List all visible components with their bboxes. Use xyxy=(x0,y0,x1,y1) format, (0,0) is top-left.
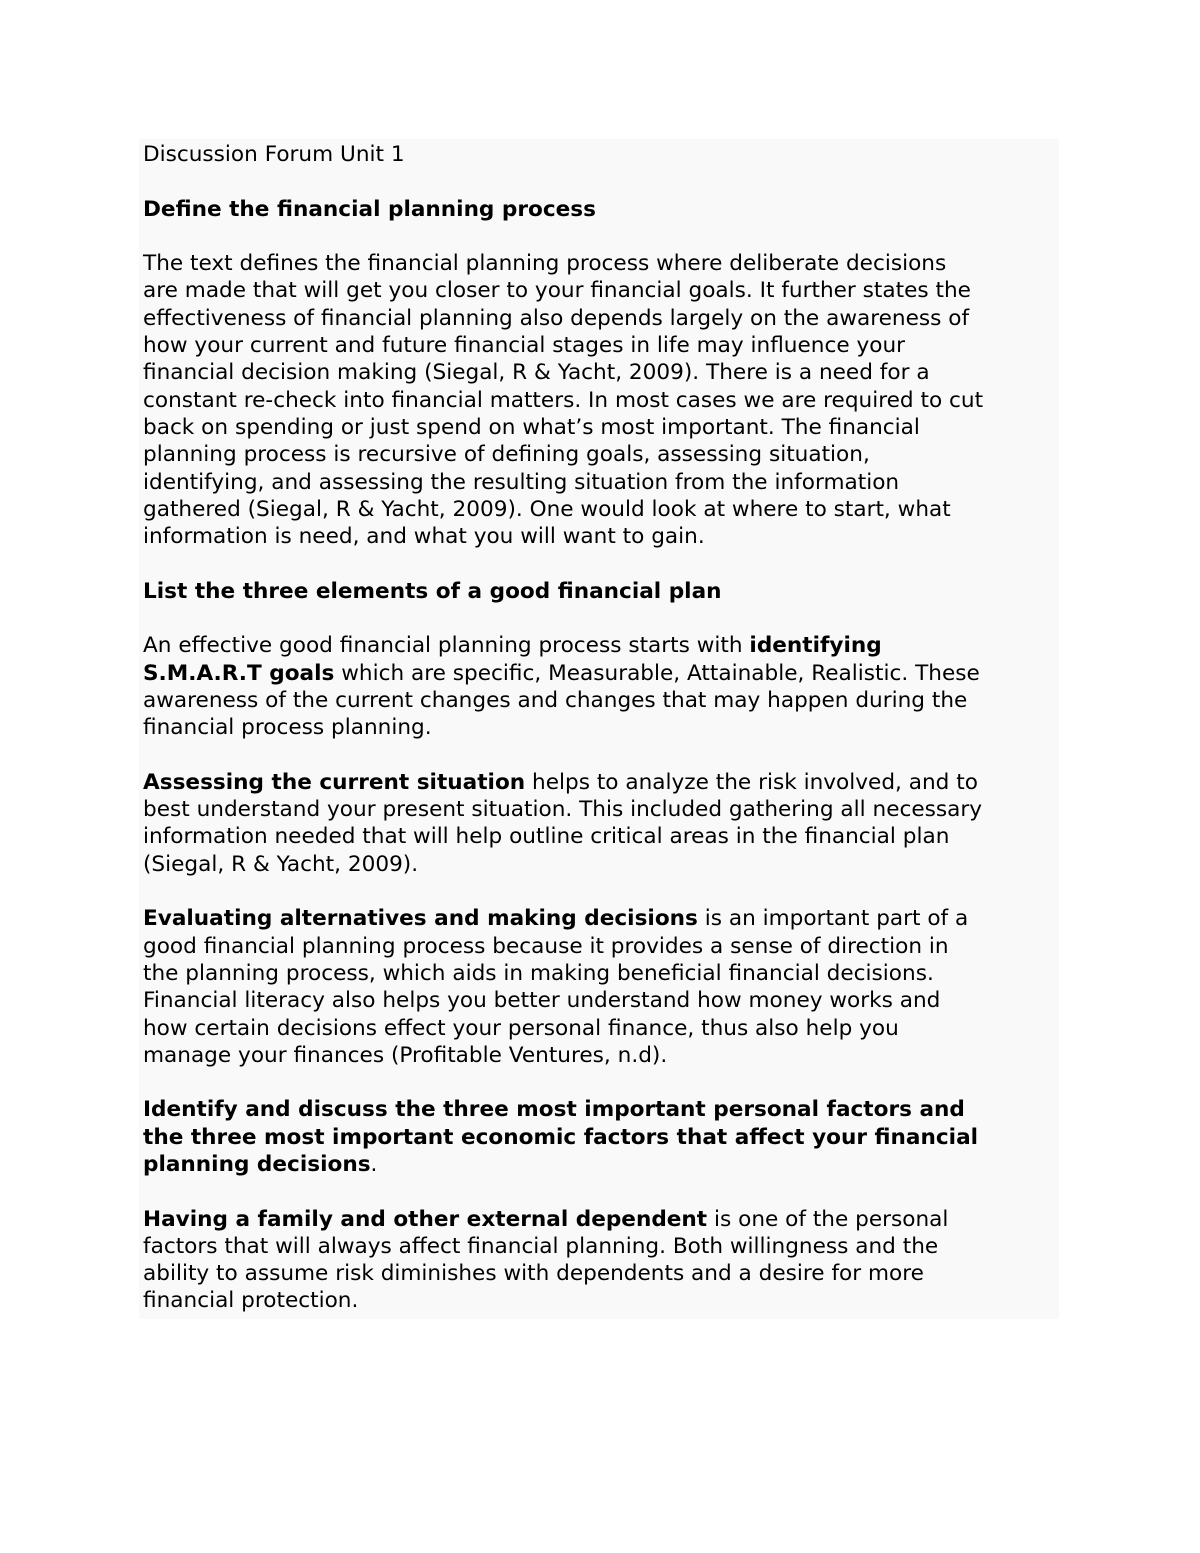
paragraph-assessing-situation: Assessing the current situation helps to analyze the risk involved, and to best understand your present situation. This included gathering all necessary information needed that will help outline critical areas in the financial plan (Siegal, R & Yacht, 2009). xyxy=(143,769,983,877)
paragraph-evaluating-alternatives: Evaluating alternatives and making decisions is an important part of a good financial planning process because it provides a sense of direction in the planning process, which aids in making beneficial financial decisions. Financial literacy also helps you better understand how money works and how certain decisions effect your personal finance, thus also help you manage your finances (Profitable Ventures, n.d). xyxy=(143,906,969,1068)
document-title: Discussion Forum Unit 1 xyxy=(143,142,405,167)
paragraph-define-process: The text defines the financial planning process where deliberate decisions are made that will get you closer to your financial goals. It further states the effectiveness of financial planning also depends largely on the awareness of how your current and future financial stages in life may influence your financial decision making (Siegal, R & Yacht, 2009). There is a need for a constant re-check into financial matters. In most cases we are required to cut back on spending or just spend on what’s most important. The financial planning process is recursive of defining goals, assessing situation, identifying, and assessing the resulting situation from the information gathered (Siegal, R & Yacht, 2009). One would look at where to start, what information is need, and what you will want to gain. xyxy=(143,251,984,550)
paragraph-family-dependent: Having a family and other external dependent is one of the personal factors that will always affect financial planning. Both willingness and the ability to assume risk diminishes with dependents and a desire for more financial protection. xyxy=(143,1206,949,1314)
heading-define-process: Define the financial planning process xyxy=(143,196,597,222)
paragraph-smart-goals: An effective good financial planning process starts with identifying S.M.A.R.T goals which are specific, Measurable, Attainable, Realistic. These awareness of the current changes and changes that may happen during the financial process planning. xyxy=(143,633,980,741)
document-body xyxy=(139,139,1059,1319)
heading-factors: Identify and discuss the three most important personal factors and the three most important economic factors that affect your financial planning decisions. xyxy=(143,1097,979,1177)
heading-three-elements: List the three elements of a good financial plan xyxy=(143,578,722,604)
